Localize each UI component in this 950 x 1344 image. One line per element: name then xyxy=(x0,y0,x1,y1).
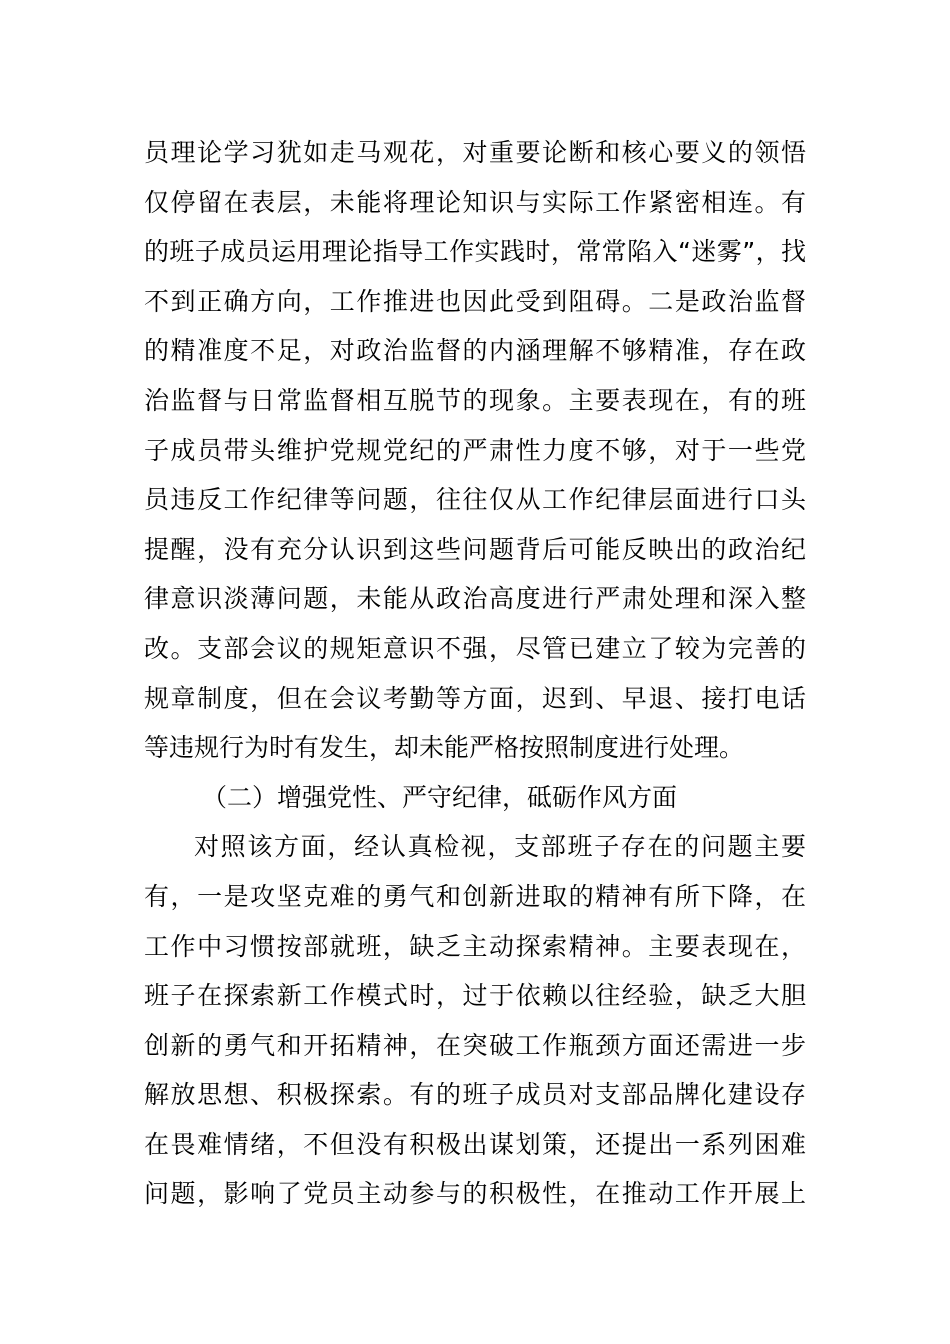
paragraph-line: 班子在探索新工作模式时，过于依赖以往经验，缺乏大胆 xyxy=(144,981,806,1011)
paragraph-line: 员理论学习犹如走马观花，对重要论断和核心要义的领悟 xyxy=(144,138,806,167)
paragraph-line: 规章制度，但在会议考勤等方面，迟到、早退、接打电话 xyxy=(144,683,806,713)
paragraph-line: 问题，影响了党员主动参与的积极性，在推动工作开展上 xyxy=(144,1179,806,1209)
paragraph-line: 不到正确方向，工作推进也因此受到阻碍。二是政治监督 xyxy=(144,286,806,316)
section-heading: （二）增强党性、严守纪律，砥砺作风方面 xyxy=(202,782,678,812)
paragraph-line: 工作中习惯按部就班，缺乏主动探索精神。主要表现在， xyxy=(144,931,806,961)
paragraph-line: 治监督与日常监督相互脱节的现象。主要表现在，有的班 xyxy=(144,385,806,415)
paragraph-line: 仅停留在表层，未能将理论知识与实际工作紧密相连。有 xyxy=(144,187,806,217)
document-body xyxy=(144,128,806,1219)
paragraph-line: 员违反工作纪律等问题，往往仅从工作纪律层面进行口头 xyxy=(144,485,806,515)
paragraph-line: 子成员带头维护党规党纪的严肃性力度不够，对于一些党 xyxy=(144,435,806,465)
paragraph-line: 改。支部会议的规矩意识不强，尽管已建立了较为完善的 xyxy=(144,633,806,663)
paragraph-line: 创新的勇气和开拓精神，在突破工作瓶颈方面还需进一步 xyxy=(144,1030,806,1060)
paragraph-line: 解放思想、积极探索。有的班子成员对支部品牌化建设存 xyxy=(144,1080,806,1110)
paragraph-line: 对照该方面，经认真检视，支部班子存在的问题主要 xyxy=(194,832,806,862)
paragraph-line: 提醒，没有充分认识到这些问题背后可能反映出的政治纪 xyxy=(144,534,806,564)
paragraph-line: 有，一是攻坚克难的勇气和创新进取的精神有所下降，在 xyxy=(144,881,806,911)
paragraph-line: 等违规行为时有发生，却未能严格按照制度进行处理。 xyxy=(144,733,745,763)
paragraph-line: 在畏难情绪，不但没有积极出谋划策，还提出一系列困难 xyxy=(144,1129,806,1159)
paragraph-line: 律意识淡薄问题，未能从政治高度进行严肃处理和深入整 xyxy=(144,584,806,614)
paragraph-line: 的班子成员运用理论指导工作实践时，常常陷入“迷雾”，找 xyxy=(144,237,806,267)
paragraph-line: 的精准度不足，对政治监督的内涵理解不够精准，存在政 xyxy=(144,336,806,366)
